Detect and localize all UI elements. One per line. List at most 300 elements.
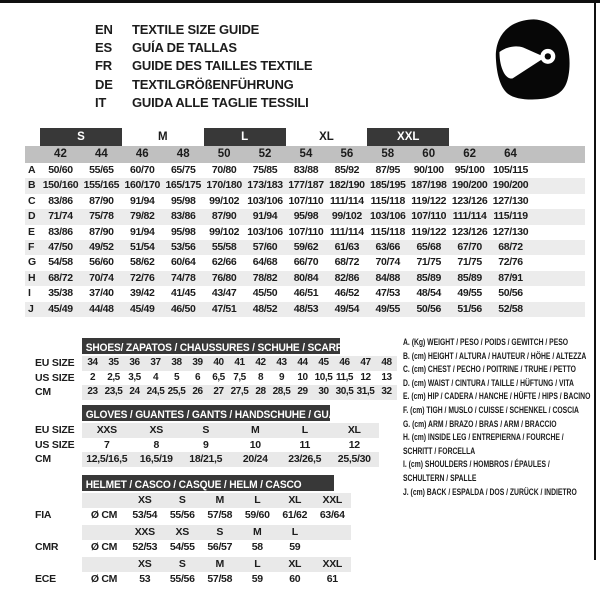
size-value: 49/54 xyxy=(334,302,360,315)
cell-value: XXS xyxy=(96,424,117,436)
size-row xyxy=(35,385,397,400)
numeric-size: 58 xyxy=(381,148,395,160)
size-cells xyxy=(82,356,397,371)
size-value: 65/68 xyxy=(416,240,441,253)
numeric-size: 48 xyxy=(176,148,190,160)
helmet-table-header xyxy=(82,475,334,491)
size-value: 115/118 xyxy=(370,194,405,207)
size-group-xl: XL xyxy=(319,131,334,143)
cell-value: 24 xyxy=(129,386,140,397)
legend-item xyxy=(403,486,598,500)
size-value: 83/86 xyxy=(170,210,196,223)
size-value: 51/56 xyxy=(457,302,482,315)
legend-item xyxy=(403,418,598,432)
cell-value: 39 xyxy=(192,357,203,368)
size-value: 60/64 xyxy=(170,256,196,269)
size-value: 99/102 xyxy=(331,210,362,223)
size-value: 87/90 xyxy=(89,194,114,207)
standard-label: ECE xyxy=(35,572,56,585)
legend-line: G. (cm) ARM / BRAZO / BRAS / ARM / BRACCIO xyxy=(403,418,557,429)
cell-value: 25,5/30 xyxy=(337,453,371,465)
size-value: 111/114 xyxy=(452,210,487,223)
size-value: 105/115 xyxy=(493,164,528,176)
row-letter: J xyxy=(28,302,34,315)
numeric-size: 46 xyxy=(135,148,149,160)
numeric-size: 60 xyxy=(422,148,436,160)
row-letter: F xyxy=(28,240,35,253)
size-value: 91/94 xyxy=(130,194,155,207)
shoes-table-body xyxy=(35,356,397,400)
size-value: 60/70 xyxy=(130,164,155,176)
size-cells xyxy=(82,525,351,540)
helmet-value-row xyxy=(35,540,351,555)
size-value: 82/86 xyxy=(334,271,360,284)
legend-line: A. (Kg) WEIGHT / PESO / POIDS / GEWITCH / PESO xyxy=(403,337,569,347)
size-value: 57/60 xyxy=(252,240,278,253)
size-cells xyxy=(82,371,397,386)
legend-item xyxy=(403,390,598,404)
row-letter: D xyxy=(28,210,36,223)
cell-value: 2 xyxy=(89,371,96,383)
gloves-table xyxy=(35,405,379,467)
cell-value: 9 xyxy=(202,438,209,451)
standard-label: FIA xyxy=(35,508,52,521)
cell-value: 57/58 xyxy=(207,508,233,521)
size-value: 95/100 xyxy=(454,164,485,176)
size-value: 48/52 xyxy=(252,302,278,315)
language-row xyxy=(95,39,312,57)
size-cells xyxy=(82,423,379,438)
legend-line: J. (cm) BACK / ESPALDA / DOS / ZURÜCK / INDIETRO xyxy=(403,486,577,497)
cell-value: 37 xyxy=(150,357,161,368)
legend-line: D. (cm) WAIST / CINTURA / TAILLE / HÜFTUNG / VITA xyxy=(403,377,574,388)
size-value: 85/89 xyxy=(457,271,482,284)
row-label: EU SIZE xyxy=(35,357,75,370)
measurement-row xyxy=(25,178,585,193)
gloves-table-title: GLOVES / GUANTES / GANTS / HANDSCHUHE / GUANTI xyxy=(85,409,352,421)
size-value: 35/38 xyxy=(48,287,73,300)
cell-value: 9 xyxy=(278,371,285,383)
language-code: ES xyxy=(95,40,112,56)
cell-value: 3,5 xyxy=(128,371,141,383)
size-group-s: S xyxy=(40,128,122,146)
measurement-row xyxy=(25,163,585,178)
row-letter: E xyxy=(28,225,35,238)
size-value: 115/118 xyxy=(370,225,405,238)
size-value: 44/48 xyxy=(89,302,114,315)
size-value: 83/86 xyxy=(48,194,73,207)
size-value: 95/98 xyxy=(293,210,319,223)
cell-value: 25,5 xyxy=(167,386,186,397)
cell-value: 48 xyxy=(381,357,392,368)
size-value: 127/130 xyxy=(492,225,529,238)
numeric-size: 44 xyxy=(94,148,108,160)
size-value: 54/58 xyxy=(48,256,73,269)
numeric-size: 56 xyxy=(340,148,354,160)
row-label: CM xyxy=(35,386,51,399)
size-value: 62/66 xyxy=(211,256,237,269)
cell-value: 59/60 xyxy=(244,508,270,521)
size-value: 187/198 xyxy=(410,179,447,192)
size-value: 53/56 xyxy=(170,240,196,253)
helmet-size-row xyxy=(35,557,351,572)
cell-value: 29 xyxy=(297,386,308,397)
cell-value: 55/56 xyxy=(169,508,195,521)
helmet-size-label: S xyxy=(178,558,186,570)
textile-size-table xyxy=(25,128,585,317)
measurement-row xyxy=(25,225,585,240)
size-value: 107/110 xyxy=(288,194,324,207)
cell-value: 26 xyxy=(192,386,203,397)
size-group-l: L xyxy=(204,128,286,146)
size-value: 155/165 xyxy=(83,179,120,192)
cell-value: 4 xyxy=(152,371,159,383)
size-value: 173/183 xyxy=(247,179,283,192)
language-row xyxy=(95,57,312,75)
size-value: 103/106 xyxy=(370,210,406,223)
size-value: 79/82 xyxy=(130,210,155,223)
size-value: 64/68 xyxy=(252,256,278,269)
language-title: GUIDE DES TAILLES TEXTILE xyxy=(132,58,313,74)
measurement-row xyxy=(25,209,585,224)
size-value: 46/52 xyxy=(334,287,360,300)
size-value: 75/78 xyxy=(89,210,114,223)
cell-value: 10 xyxy=(249,438,261,451)
size-value: 87/90 xyxy=(211,210,237,223)
cell-value: 12 xyxy=(348,438,360,451)
size-value: 75/85 xyxy=(252,164,278,176)
cell-value: 40 xyxy=(213,357,224,368)
size-value: 165/175 xyxy=(165,179,201,192)
cell-value: 60 xyxy=(289,572,301,585)
cell-value: 41 xyxy=(234,357,245,368)
legend-item xyxy=(403,404,598,418)
size-value: 83/88 xyxy=(293,164,319,176)
size-cells xyxy=(82,540,351,555)
helmet-size-label: L xyxy=(254,558,261,570)
size-value: 55/58 xyxy=(211,240,237,253)
legend-item xyxy=(403,431,598,458)
size-value: 84/88 xyxy=(375,271,401,284)
size-value: 95/98 xyxy=(170,225,196,238)
helmet-value-row xyxy=(35,508,351,523)
size-value: 47/53 xyxy=(375,287,401,300)
measurement-row xyxy=(25,194,585,209)
size-value: 160/170 xyxy=(124,179,161,192)
size-value: 39/42 xyxy=(130,287,155,300)
cell-value: 8 xyxy=(153,438,160,451)
helmet-size-label: S xyxy=(178,494,186,506)
legend-item xyxy=(403,350,598,364)
size-value: 47/51 xyxy=(211,302,237,315)
size-cells xyxy=(82,385,397,400)
legend-line: SCHULTERN / SPALLE xyxy=(403,472,477,483)
cell-value: 35 xyxy=(108,357,119,368)
measurement-row xyxy=(25,302,585,317)
cell-value: 31,5 xyxy=(356,386,375,397)
helmet-size-label: XS xyxy=(175,526,189,538)
language-row xyxy=(95,76,312,94)
cell-value: XL xyxy=(347,424,361,436)
row-label: US SIZE xyxy=(35,438,75,451)
helmet-size-label: XS xyxy=(138,494,152,506)
cell-value: M xyxy=(251,424,260,436)
size-value: 66/70 xyxy=(293,256,319,269)
size-value: 170/180 xyxy=(206,179,242,192)
size-value: 61/63 xyxy=(334,240,360,253)
size-value: 51/54 xyxy=(130,240,155,253)
cell-value: 18/21,5 xyxy=(189,453,223,465)
size-group-m: M xyxy=(157,131,168,143)
measurement-row xyxy=(25,240,585,255)
size-value: 68/72 xyxy=(48,271,73,284)
size-value: 50/60 xyxy=(48,164,73,176)
size-value: 103/106 xyxy=(247,194,283,207)
language-title-list xyxy=(95,21,312,112)
size-cells xyxy=(82,452,379,467)
measurement-row xyxy=(25,271,585,286)
shoes-table-header xyxy=(82,338,350,354)
cell-value: 23,5 xyxy=(104,386,123,397)
measurement-legend xyxy=(403,336,598,499)
row-letter: B xyxy=(28,179,36,192)
size-value: 55/65 xyxy=(89,164,114,176)
cell-value: 10,5 xyxy=(314,371,333,383)
size-value: 67/70 xyxy=(457,240,482,253)
size-value: 68/72 xyxy=(334,256,360,269)
helmet-size-label: M xyxy=(253,526,262,538)
cell-value: 61/62 xyxy=(282,508,308,521)
diameter-label: Ø CM xyxy=(90,540,118,553)
language-title: TEXTILGRÖßENFÜHRUNG xyxy=(132,76,294,92)
cell-value: 2,5 xyxy=(107,371,120,383)
cell-value: 63/64 xyxy=(319,508,345,521)
helmet-table-body xyxy=(35,493,351,586)
size-cells xyxy=(82,572,351,587)
size-value: 85/89 xyxy=(416,271,441,284)
helmet-size-label: M xyxy=(215,558,224,570)
size-value: 99/102 xyxy=(209,194,240,207)
size-row xyxy=(35,423,379,438)
language-code: EN xyxy=(95,22,113,37)
legend-line: SCHRITT / FORCELLA xyxy=(403,445,476,456)
helmet-size-label: XL xyxy=(288,558,302,570)
cell-value: 44 xyxy=(297,357,308,368)
size-value: 48/53 xyxy=(293,302,319,315)
language-code: DE xyxy=(95,76,113,92)
cell-value: 52/53 xyxy=(132,540,158,553)
size-value: 49/55 xyxy=(375,302,401,315)
size-value: 46/50 xyxy=(170,302,196,315)
helmet-size-row xyxy=(35,525,351,540)
size-value: 70/74 xyxy=(375,256,401,269)
size-value: 72/76 xyxy=(498,256,523,269)
cell-value: 6,5 xyxy=(212,371,225,383)
cell-value: 11 xyxy=(299,438,310,451)
size-value: 63/66 xyxy=(375,240,401,253)
size-row xyxy=(35,452,379,467)
measurement-row xyxy=(25,286,585,301)
cell-value: XS xyxy=(149,424,163,436)
cell-value: 27,5 xyxy=(230,386,249,397)
size-value: 190/200 xyxy=(492,179,529,192)
size-value: 91/94 xyxy=(130,225,155,238)
size-value: 59/62 xyxy=(293,240,319,253)
helmet-size-label: XXL xyxy=(322,558,343,570)
cell-value: 6 xyxy=(194,371,201,383)
cell-value: 57/58 xyxy=(207,572,233,585)
size-value: 87/95 xyxy=(375,164,401,176)
helmet-value-row xyxy=(35,572,351,587)
numeric-size-row xyxy=(25,146,585,163)
size-value: 70/74 xyxy=(89,271,114,284)
standard-label: CMR xyxy=(35,540,59,553)
size-value: 127/130 xyxy=(492,194,529,207)
helmet-size-label: S xyxy=(216,526,224,538)
diameter-label: Ø CM xyxy=(90,508,118,521)
cell-value: 13 xyxy=(381,371,392,383)
helmet-table-title: HELMET / CASCO / CASQUE / HELM / CASCO xyxy=(85,479,302,491)
gloves-table-body xyxy=(35,423,379,467)
row-label: CM xyxy=(35,453,51,466)
size-value: 190/200 xyxy=(451,179,488,192)
numeric-size: 64 xyxy=(504,148,517,160)
cell-value: 11,5 xyxy=(335,371,354,383)
helmet-size-row xyxy=(35,493,351,508)
row-letter: I xyxy=(28,287,31,300)
cell-value: 7 xyxy=(103,438,110,451)
numeric-size: 54 xyxy=(299,148,313,160)
size-value: 65/75 xyxy=(170,164,196,176)
size-value: 45/49 xyxy=(48,302,73,315)
size-group-xxl: XXL xyxy=(367,128,449,146)
size-value: 41/45 xyxy=(170,287,196,300)
cell-value: 59 xyxy=(289,540,301,553)
size-value: 111/114 xyxy=(329,194,364,207)
size-value: 45/50 xyxy=(252,287,278,300)
size-value: 56/60 xyxy=(89,256,114,269)
language-code: IT xyxy=(95,94,107,110)
cell-value: S xyxy=(202,424,210,436)
size-value: 119/122 xyxy=(411,225,447,238)
size-value: 87/90 xyxy=(89,225,114,238)
size-value: 103/106 xyxy=(247,225,283,238)
language-code: FR xyxy=(95,58,112,74)
size-value: 52/58 xyxy=(498,302,523,315)
size-value: 111/114 xyxy=(329,225,364,238)
helmet-size-label: XXL xyxy=(322,494,343,506)
size-value: 123/126 xyxy=(451,194,488,207)
legend-line: H. (cm) INSIDE LEG / ENTREPIERNA / FOURCHE / xyxy=(403,432,564,443)
size-value: 46/51 xyxy=(293,287,319,300)
row-label: US SIZE xyxy=(35,371,75,384)
size-value: 49/52 xyxy=(89,240,114,253)
legend-line: C. (cm) CHEST / PECHO / POITRINE / TRUHE / PETTO xyxy=(403,364,576,375)
cell-value: 12,5/16,5 xyxy=(86,453,128,465)
size-value: 90/100 xyxy=(413,164,444,176)
size-value: 71/74 xyxy=(48,210,73,223)
size-value: 45/49 xyxy=(130,302,155,315)
cell-value: 46 xyxy=(339,357,350,368)
measurement-row xyxy=(25,255,585,270)
page-border-top xyxy=(0,0,600,3)
size-value: 70/80 xyxy=(211,164,237,176)
helmet-table xyxy=(35,475,351,589)
row-label: EU SIZE xyxy=(35,424,75,437)
size-value: 95/98 xyxy=(170,194,196,207)
numeric-size: 42 xyxy=(54,148,67,160)
helmet-size-label: M xyxy=(215,494,224,506)
size-value: 119/122 xyxy=(411,194,447,207)
size-value: 107/110 xyxy=(411,210,447,223)
cell-value: 47 xyxy=(360,357,371,368)
cell-value: 59 xyxy=(251,572,263,585)
cell-value: 27 xyxy=(213,386,224,397)
legend-item xyxy=(403,363,598,377)
size-value: 43/47 xyxy=(211,287,237,300)
numeric-size: 50 xyxy=(217,148,231,160)
language-title: TEXTILE SIZE GUIDE xyxy=(132,22,260,37)
cell-value: 34 xyxy=(87,357,98,368)
size-cells xyxy=(82,508,351,523)
size-row xyxy=(35,371,397,386)
size-value: 83/86 xyxy=(48,225,73,238)
size-value: 182/190 xyxy=(329,179,365,192)
size-value: 85/92 xyxy=(334,164,360,176)
size-cells xyxy=(82,557,351,572)
cell-value: 32 xyxy=(381,386,392,397)
size-group-row xyxy=(25,128,585,146)
size-cells xyxy=(82,493,351,508)
language-title: GUÍA DE TALLAS xyxy=(132,40,237,56)
legend-line: F. (cm) TIGH / MUSLO / CUISSE / SCHENKEL / COSCIA xyxy=(403,404,579,415)
cell-value: 5 xyxy=(173,371,180,383)
shoes-table xyxy=(35,338,397,400)
row-letter: H xyxy=(28,271,36,284)
cell-value: 42 xyxy=(255,357,266,368)
legend-line: E. (cm) HIP / CADERA / HANCHE / HÜFTE / HIPS / BACINO xyxy=(403,391,591,402)
size-value: 91/94 xyxy=(252,210,278,223)
cell-value: 53/54 xyxy=(132,508,158,521)
size-value: 47/50 xyxy=(48,240,73,253)
size-value: 71/75 xyxy=(457,256,482,269)
size-value: 99/102 xyxy=(209,225,240,238)
cell-value: 56/57 xyxy=(207,540,233,553)
size-value: 71/75 xyxy=(416,256,441,269)
size-value: 123/126 xyxy=(451,225,488,238)
row-letter: G xyxy=(28,256,36,269)
cell-value: 7,5 xyxy=(233,371,246,383)
cell-value: 54/55 xyxy=(169,540,195,553)
size-cells xyxy=(82,438,379,453)
cell-value: 61 xyxy=(326,572,338,585)
gloves-table-header xyxy=(82,405,352,421)
helmet-size-label: XS xyxy=(138,558,152,570)
helmet-size-label: XXS xyxy=(134,526,155,538)
cell-value: 24,5 xyxy=(146,386,165,397)
cell-value: 23/26,5 xyxy=(288,453,322,465)
size-value: 68/72 xyxy=(498,240,523,253)
shoes-table-title: SHOES/ ZAPATOS / CHAUSSURES / SCHUHE / SCARPE xyxy=(85,342,350,354)
size-value: 50/56 xyxy=(416,302,441,315)
cell-value: 55/56 xyxy=(169,572,195,585)
size-value: 115/119 xyxy=(493,210,528,223)
language-row xyxy=(95,94,312,112)
helmet-icon xyxy=(488,13,576,105)
cell-value: 10 xyxy=(297,371,308,383)
size-value: 74/78 xyxy=(170,271,196,284)
row-letter: A xyxy=(28,164,36,176)
